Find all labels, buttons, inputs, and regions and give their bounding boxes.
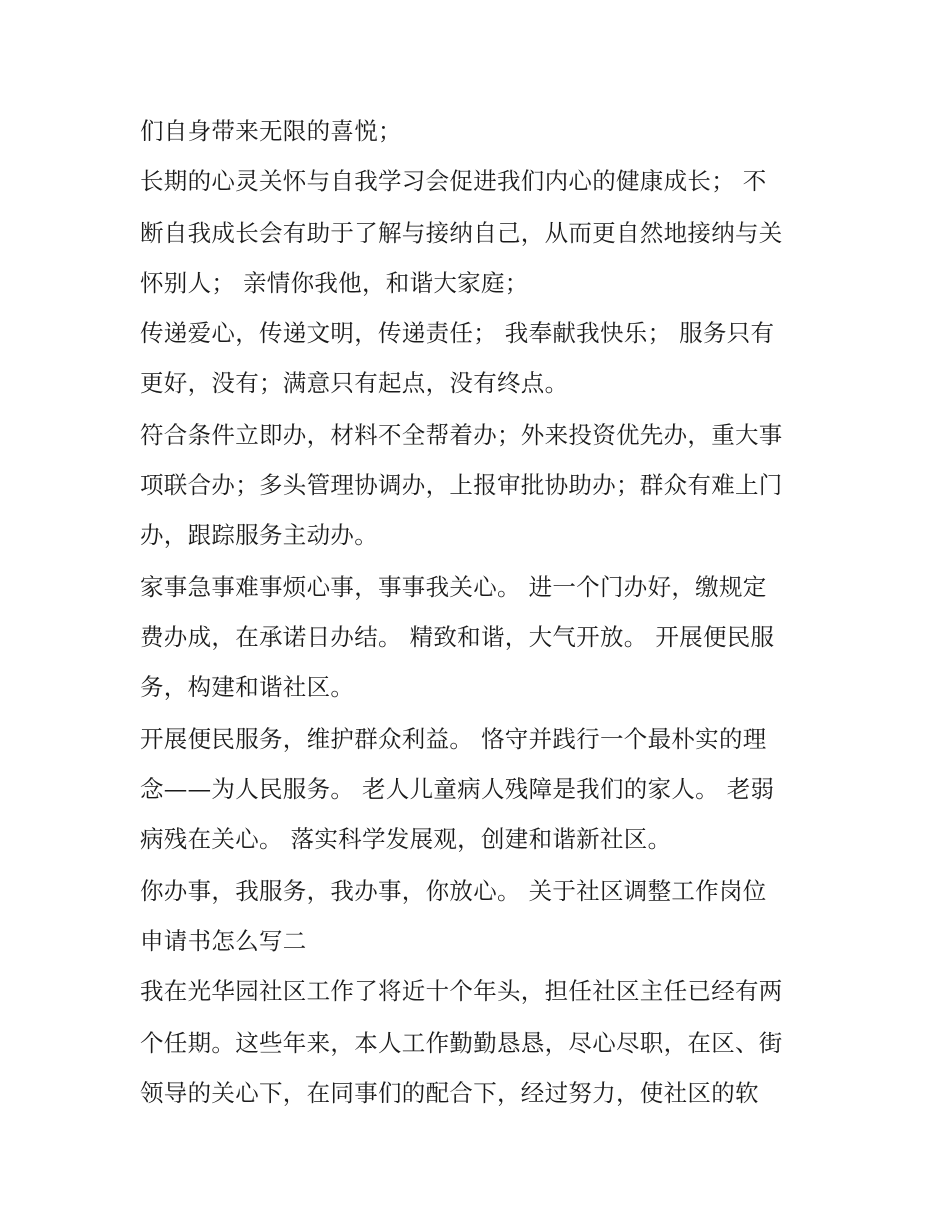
text-line: 传递爱心，传递文明，传递责任； 我奉献我快乐； 服务只有 (140, 319, 775, 347)
text-line: 开展便民服务，维护群众利益。 恪守并践行一个最朴实的理 (140, 725, 767, 753)
text-line: 务，构建和谐社区。 (140, 673, 355, 701)
text-line: 断自我成长会有助于了解与接纳自己，从而更自然地接纳与关 (140, 219, 783, 247)
text-line: 更好，没有；满意只有起点，没有终点。 (140, 369, 569, 397)
text-line: 你办事，我服务，我办事，你放心。 关于社区调整工作岗位 (140, 877, 767, 905)
text-line: 们自身带来无限的喜悦； (140, 117, 402, 145)
text-line: 病残在关心。 落实科学发展观，创建和谐新社区。 (140, 825, 672, 853)
text-line: 符合条件立即办，材料不全帮着办；外来投资优先办，重大事 (140, 421, 783, 449)
text-line: 家事急事难事烦心事，事事我关心。 进一个门办好，缴规定 (140, 573, 767, 601)
text-line: 办，跟踪服务主动办。 (140, 521, 378, 549)
text-line: 项联合办；多头管理协调办，上报审批协助办；群众有难上门 (140, 471, 783, 499)
text-line: 申请书怎么写二 (140, 927, 307, 955)
text-line: 个任期。这些年来，本人工作勤勤恳恳，尽心尽职，在区、街 (140, 1029, 783, 1057)
text-line: 费办成，在承诺日办结。 精致和谐，大气开放。 开展便民服 (140, 623, 775, 651)
text-line: 我在光华园社区工作了将近十个年头，担任社区主任已经有两 (140, 977, 783, 1005)
text-line: 长期的心灵关怀与自我学习会促进我们内心的健康成长； 不 (140, 167, 767, 195)
text-line: 念——为人民服务。 老人儿童病人残障是我们的家人。 老弱 (140, 775, 775, 803)
text-line: 怀别人； 亲情你我他，和谐大家庭； (140, 269, 529, 297)
text-line: 领导的关心下，在同事们的配合下，经过努力，使社区的软 (140, 1079, 759, 1107)
